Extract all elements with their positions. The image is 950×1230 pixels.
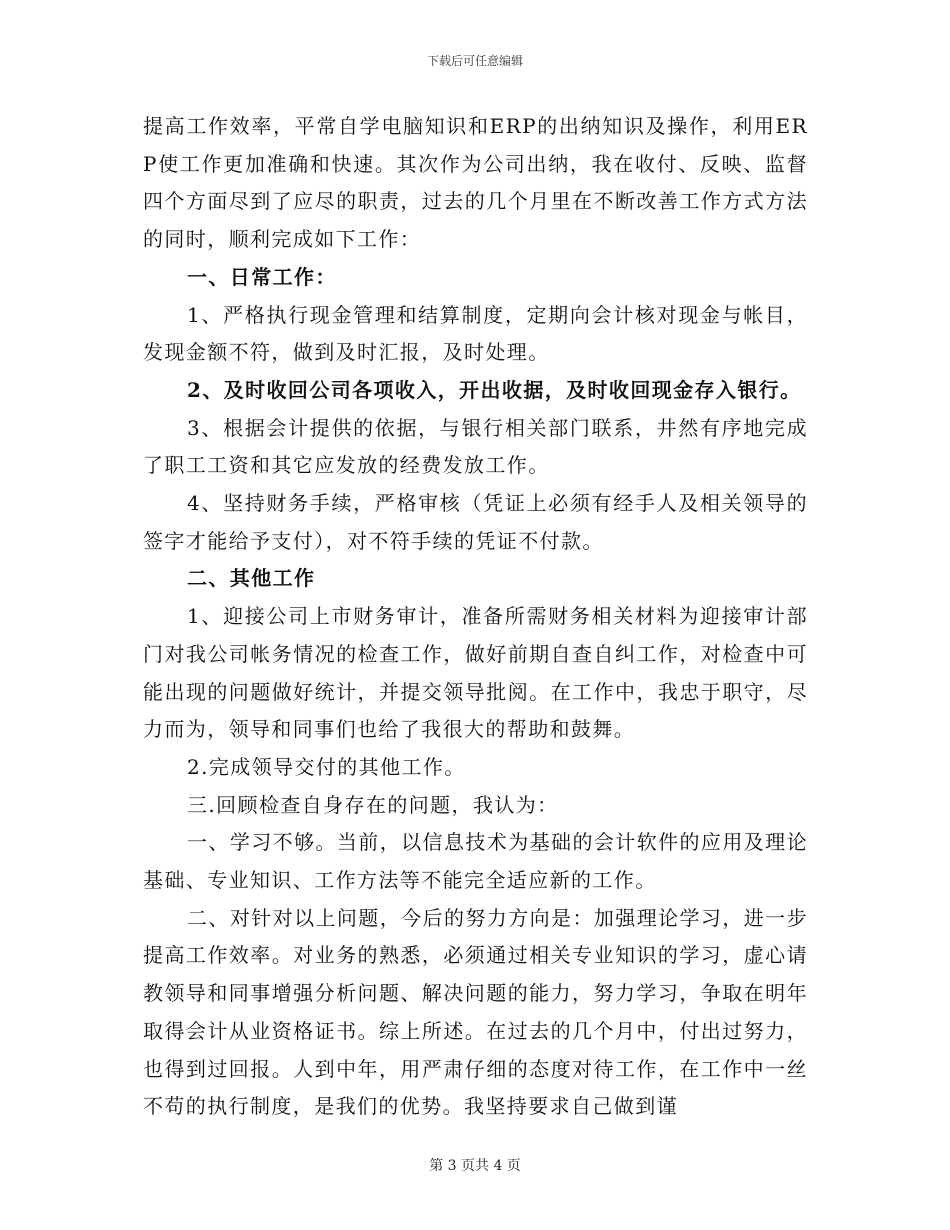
section-heading-other-work: 二、其他工作	[187, 566, 316, 591]
paragraph-other-2: 2.完成领导交付的其他工作。	[187, 754, 466, 779]
paragraph-daily-2: 2、及时收回公司各项收入，开出收据，及时收回现金存入银行。	[187, 377, 802, 402]
paragraph-other-1: 1、迎接公司上市财务审计，准备所需财务相关材料为迎接审计部门对我公司帐务情况的检查工作，做好前期自查自纠工作，对检查中可能出现的问题做好统计，并提交领导批阅。在工作中，我忠于职守，尽力而为，领导和同事们也给了我很大的帮助和鼓舞。	[143, 604, 808, 742]
paragraph-review-2: 二、对针对以上问题，今后的努力方向是：加强理论学习，进一步提高工作效率。对业务的熟悉，必须通过相关专业知识的学习，虚心请教领导和同事增强分析问题、解决问题的能力，努力学习，争取在明年取得会计从业资格证书。综上所述。在过去的几个月中，付出过努力，也得到过回报。人到中年，用严肃仔细的态度对待工作，在工作中一丝不苟的执行制度，是我们的优势。我坚持要求自己做到谨	[143, 905, 808, 1119]
section-heading-daily-work: 一、日常工作：	[187, 264, 337, 289]
section-heading-review: 三.回顾检查自身存在的问题，我认为：	[187, 792, 559, 817]
paragraph-daily-1: 1、严格执行现金管理和结算制度，定期向会计核对现金与帐目，发现金额不符，做到及时汇报，及时处理。	[143, 302, 808, 365]
paragraph-daily-3: 3、根据会计提供的依据，与银行相关部门联系，井然有序地完成了职工工资和其它应发放的经费发放工作。	[143, 415, 808, 478]
paragraph-review-1: 一、学习不够。当前，以信息技术为基础的会计软件的应用及理论基础、专业知识、工作方法等不能完全适应新的工作。	[143, 830, 808, 893]
paragraph-intro: 提高工作效率，平常自学电脑知识和ERP的出纳知识及操作，利用ERP使工作更加准确和快速。其次作为公司出纳，我在收付、反映、监督四个方面尽到了应尽的职责，过去的几个月里在不断改善工作方式方法的同时，顺利完成如下工作：	[143, 114, 808, 252]
page-header: 下载后可任意编辑	[426, 54, 523, 68]
paragraph-daily-4: 4、坚持财务手续，严格审核（凭证上必须有经手人及相关领导的签字才能给予支付），对不符手续的凭证不付款。	[143, 491, 808, 553]
page-footer: 第 3 页共 4 页	[429, 1158, 521, 1174]
document-body	[143, 108, 808, 1126]
